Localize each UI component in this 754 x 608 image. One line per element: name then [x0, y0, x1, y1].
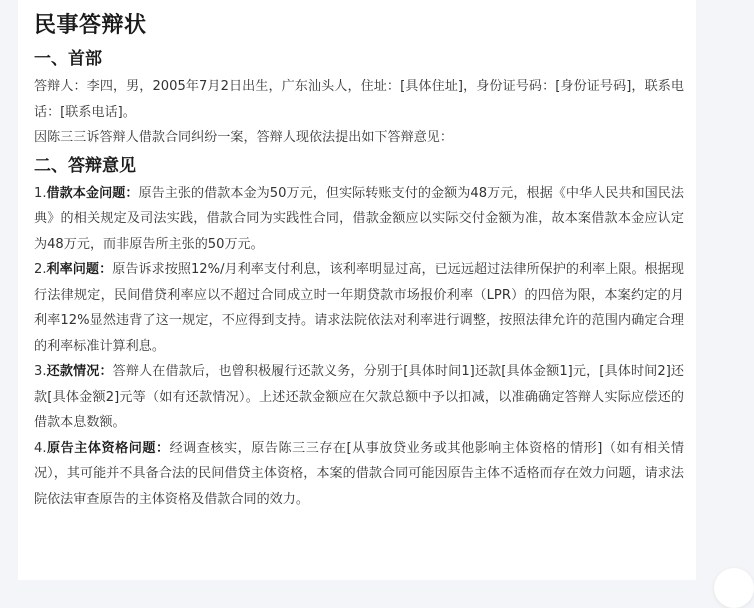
- item-label: 原告主体资格问题: [46, 440, 156, 456]
- defense-item-plaintiff-standing: [34, 436, 684, 513]
- item-colon: ：: [125, 185, 139, 201]
- section-heading-defense-opinions: 二、答辩意见: [34, 155, 136, 176]
- defense-item-interest-rate: [34, 257, 684, 359]
- respondent-info-paragraph: 答辩人：李四，男，2005年7月2日出生，广东汕头人，住址：[具体住址]，身份证号码：[身份证号码]，联系电话：[联系电话]。: [34, 79, 684, 120]
- item-text: 原告主张的借款本金为50万元，但实际转账支付的金额为48万元，根据《中华人民共和国民法典》的相关规定及司法实践，借款合同为实践性合同，借款金额应以实际交付金额为准，故本案借款本金应认定为48万元，而非原告所主张的50万元。: [34, 185, 685, 252]
- item-colon: ：: [99, 364, 113, 379]
- item-colon: ：: [99, 262, 113, 277]
- floating-action-button[interactable]: [714, 568, 754, 608]
- item-label: 借款本金问题: [46, 185, 126, 201]
- item-text: 原告诉求按照12%/月利率支付利息，该利率明显过高，已远远超过法律所保护的利率上限。根据现行法律规定，民间借贷利率应以不超过合同成立时一年期贷款市场报价利率（LPR）的四倍为限，本案约定的月利率12%显然违背了这一规定，不应得到支持。请求法院依法对利率进行调整，按照法律允许的范围内确定合理的利率标准计算利息。: [34, 262, 685, 354]
- item-number: 3.: [34, 364, 47, 379]
- item-label: 利率问题: [46, 262, 100, 277]
- document-title: 民事答辩状: [34, 13, 147, 38]
- case-intro-paragraph: 因陈三三诉答辩人借款合同纠纷一案，答辩人现依法提出如下答辩意见：: [34, 130, 453, 145]
- item-number: 2.: [34, 262, 47, 277]
- item-text: 答辩人在借款后，也曾积极履行还款义务，分别于[具体时间1]还款[具体金额1]元，[具体时间2]还款[具体金额2]元等（如有还款情况）。上述还款金额应在欠款总额中予以扣减，以准确确定答辩人实际应偿还的借款本息数额。: [34, 364, 685, 430]
- defense-item-principal: [34, 181, 684, 258]
- item-number: 1.: [34, 185, 47, 201]
- item-colon: ：: [155, 440, 170, 456]
- section-heading-header: 一、首部: [34, 49, 102, 69]
- defense-item-repayment: [34, 359, 684, 436]
- document-content: [34, 8, 684, 512]
- item-text: 经调查核实，原告陈三三存在[从事放贷业务或其他影响主体资格的情形]（如有相关情况），其可能并不具备合法的民间借贷主体资格，本案的借款合同可能因原告主体不适格而存在效力问题，请求法院依法审查原告的主体资格及借款合同的效力。: [34, 440, 685, 507]
- item-label: 还款情况: [46, 364, 100, 379]
- document-page: [18, 0, 696, 580]
- item-number: 4.: [34, 440, 47, 456]
